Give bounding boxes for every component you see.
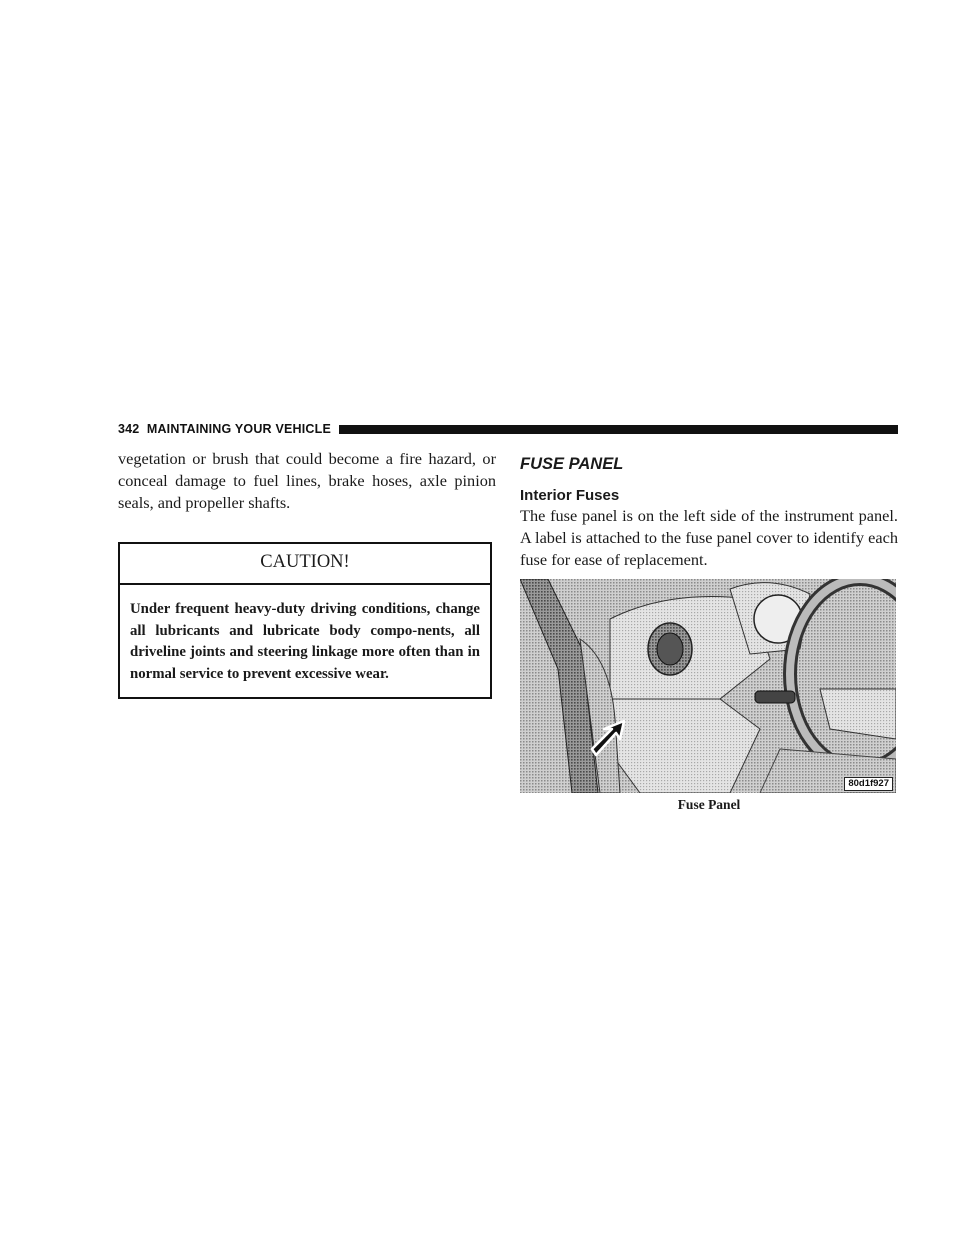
page-header bbox=[118, 420, 898, 438]
page-number: 342 bbox=[118, 422, 140, 436]
caution-body: Under frequent heavy-duty driving conditions, change all lubricants and lubricate body compo-nents, all driveline joints and steering linkage more often than in normal service to prevent excessive wear. bbox=[130, 601, 480, 682]
section-heading: FUSE PANEL bbox=[520, 455, 624, 473]
caution-title: CAUTION! bbox=[120, 552, 490, 585]
figure-caption: Fuse Panel bbox=[677, 797, 741, 812]
caution-box bbox=[118, 542, 492, 699]
fuse-panel-figure bbox=[520, 579, 896, 793]
fuse-panel-illustration bbox=[520, 579, 896, 793]
left-column bbox=[118, 448, 496, 699]
fuse-panel-paragraph: The fuse panel is on the left side of the instrument panel. A label is attached to the fuse panel cover to identify each fuse for ease of replacement. bbox=[520, 506, 898, 569]
header-rule bbox=[339, 425, 898, 434]
figure-code: 80d1f927 bbox=[844, 777, 893, 791]
continued-paragraph: vegetation or brush that could become a fire hazard, or conceal damage to fuel lines, brake hoses, axle pinion seals, and propeller shafts. bbox=[118, 449, 496, 512]
subsection-heading: Interior Fuses bbox=[520, 487, 620, 504]
right-column bbox=[520, 448, 898, 813]
section-title: MAINTAINING YOUR VEHICLE bbox=[146, 422, 332, 436]
header-label bbox=[118, 422, 339, 436]
